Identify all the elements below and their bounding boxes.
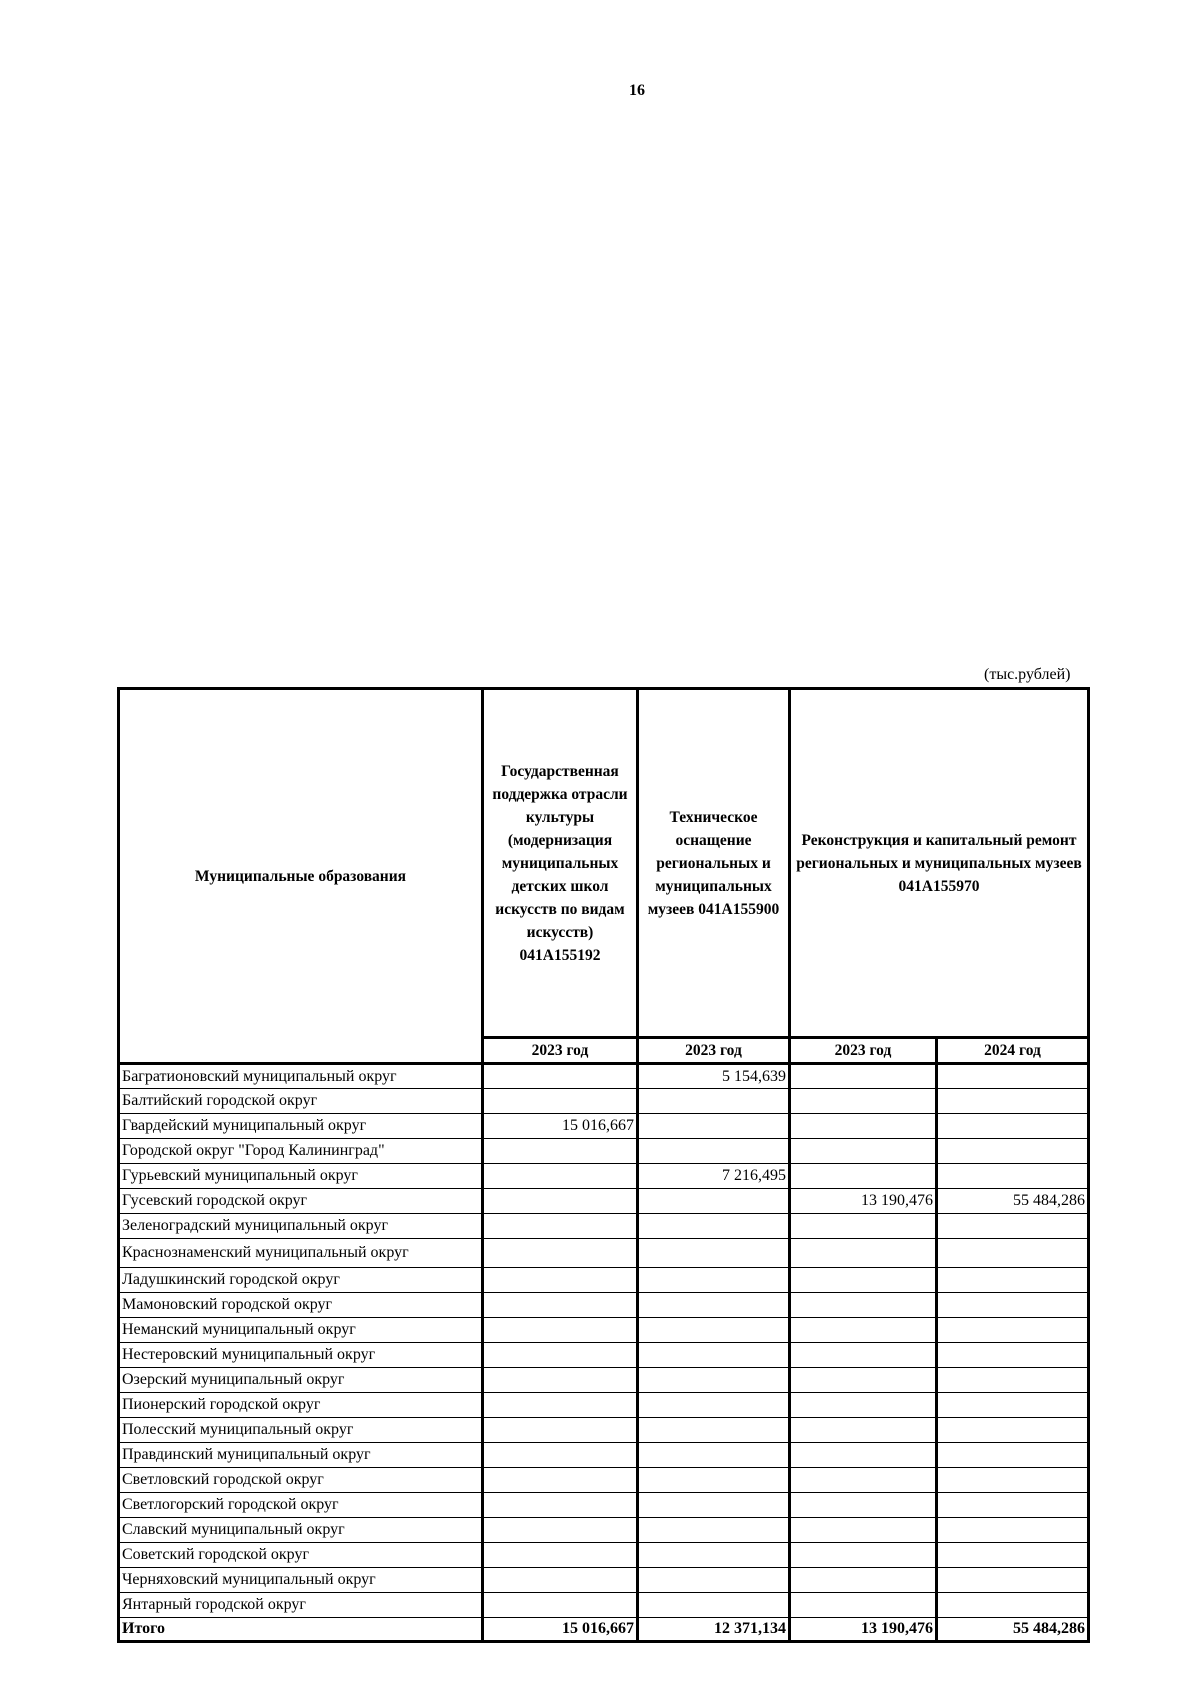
header-museum-equipment: Техническое оснащение региональных и муниципальных музеев 041А155900 (638, 689, 790, 1038)
table-row (119, 1239, 1089, 1268)
year-col4: 2024 год (937, 1038, 1089, 1064)
row-municipality-name: Нестеровский муниципальный округ (119, 1343, 483, 1368)
row-municipality-name: Светловский городской округ (119, 1468, 483, 1493)
table-row (119, 1368, 1089, 1393)
row-municipality-name: Полесский муниципальный округ (119, 1418, 483, 1443)
row-value-4 (937, 1368, 1089, 1393)
row-value-3 (790, 1568, 937, 1593)
row-value-1 (483, 1568, 638, 1593)
row-value-1 (483, 1189, 638, 1214)
table-row (119, 1189, 1089, 1214)
row-municipality-name: Городской округ "Город Калининград" (119, 1139, 483, 1164)
row-value-1 (483, 1468, 638, 1493)
row-value-1 (483, 1089, 638, 1114)
row-value-4 (937, 1568, 1089, 1593)
table-row (119, 1089, 1089, 1114)
row-value-2: 5 154,639 (638, 1064, 790, 1089)
row-value-4 (937, 1293, 1089, 1318)
table-row (119, 1293, 1089, 1318)
row-value-2 (638, 1189, 790, 1214)
row-value-2 (638, 1368, 790, 1393)
table-row (119, 1164, 1089, 1189)
row-value-1 (483, 1139, 638, 1164)
total-row (119, 1618, 1089, 1642)
row-value-2 (638, 1493, 790, 1518)
row-value-3 (790, 1368, 937, 1393)
table-row (119, 1343, 1089, 1368)
row-value-1 (483, 1418, 638, 1443)
row-municipality-name: Гусевский городской округ (119, 1189, 483, 1214)
table-row (119, 1493, 1089, 1518)
row-value-3 (790, 1493, 937, 1518)
row-municipality-name: Озерский муниципальный округ (119, 1368, 483, 1393)
total-value-1: 15 016,667 (483, 1618, 638, 1642)
row-value-3 (790, 1393, 937, 1418)
table-row (119, 1214, 1089, 1239)
row-value-1 (483, 1293, 638, 1318)
row-municipality-name: Балтийский городской округ (119, 1089, 483, 1114)
table-row (119, 1443, 1089, 1468)
row-value-2 (638, 1518, 790, 1543)
row-value-2 (638, 1418, 790, 1443)
row-municipality-name: Багратионовский муниципальный округ (119, 1064, 483, 1089)
units-label: (тыс.рублей) (984, 666, 1071, 683)
row-value-4 (937, 1468, 1089, 1493)
row-value-4 (937, 1493, 1089, 1518)
row-value-1 (483, 1214, 638, 1239)
row-municipality-name: Зеленоградский муниципальный округ (119, 1214, 483, 1239)
row-value-1 (483, 1543, 638, 1568)
row-value-1 (483, 1493, 638, 1518)
row-value-2 (638, 1089, 790, 1114)
row-value-1 (483, 1318, 638, 1343)
row-value-4 (937, 1418, 1089, 1443)
budget-table (117, 687, 1090, 1643)
row-municipality-name: Гвардейский муниципальный округ (119, 1114, 483, 1139)
row-municipality-name: Янтарный городской округ (119, 1593, 483, 1618)
table-row (119, 1393, 1089, 1418)
row-value-3 (790, 1268, 937, 1293)
row-value-3: 13 190,476 (790, 1189, 937, 1214)
row-value-2 (638, 1318, 790, 1343)
table-row (119, 1468, 1089, 1493)
table-row (119, 1543, 1089, 1568)
row-value-3 (790, 1139, 937, 1164)
row-value-2 (638, 1268, 790, 1293)
row-value-3 (790, 1318, 937, 1343)
row-value-4 (937, 1318, 1089, 1343)
row-value-1 (483, 1518, 638, 1543)
table-row (119, 1418, 1089, 1443)
row-value-1 (483, 1064, 638, 1089)
row-value-2: 7 216,495 (638, 1164, 790, 1189)
row-value-3 (790, 1593, 937, 1618)
row-municipality-name: Пионерский городской округ (119, 1393, 483, 1418)
row-municipality-name: Ладушкинский городской округ (119, 1268, 483, 1293)
row-value-3 (790, 1214, 937, 1239)
row-value-4 (937, 1064, 1089, 1089)
table-row (119, 1139, 1089, 1164)
row-value-2 (638, 1593, 790, 1618)
row-municipality-name: Гурьевский муниципальный округ (119, 1164, 483, 1189)
table-row (119, 1114, 1089, 1139)
table-body (119, 1064, 1089, 1642)
row-value-1 (483, 1343, 638, 1368)
row-value-1 (483, 1443, 638, 1468)
row-value-3 (790, 1064, 937, 1089)
row-value-2 (638, 1343, 790, 1368)
row-value-1 (483, 1593, 638, 1618)
year-col1: 2023 год (483, 1038, 638, 1064)
row-municipality-name: Неманский муниципальный округ (119, 1318, 483, 1343)
row-value-4 (937, 1164, 1089, 1189)
table-row (119, 1064, 1089, 1089)
row-value-2 (638, 1393, 790, 1418)
header-culture-support: Государственная поддержка отрасли культуры (модернизация муниципальных детских школ искусств по видам искусств) 041А155192 (483, 689, 638, 1038)
total-value-2: 12 371,134 (638, 1618, 790, 1642)
row-value-2 (638, 1239, 790, 1268)
table-row (119, 1568, 1089, 1593)
row-value-2 (638, 1443, 790, 1468)
row-value-2 (638, 1568, 790, 1593)
row-value-4 (937, 1543, 1089, 1568)
row-municipality-name: Правдинский муниципальный округ (119, 1443, 483, 1468)
row-municipality-name: Мамоновский городской округ (119, 1293, 483, 1318)
row-value-3 (790, 1114, 937, 1139)
total-value-4: 55 484,286 (937, 1618, 1089, 1642)
table-row (119, 1518, 1089, 1543)
row-value-3 (790, 1468, 937, 1493)
row-value-4 (937, 1443, 1089, 1468)
row-value-2 (638, 1293, 790, 1318)
total-value-3: 13 190,476 (790, 1618, 937, 1642)
row-value-4 (937, 1214, 1089, 1239)
row-value-3 (790, 1418, 937, 1443)
row-value-3 (790, 1164, 937, 1189)
table-row (119, 1268, 1089, 1293)
row-value-2 (638, 1114, 790, 1139)
header-municipalities: Муниципальные образования (119, 689, 483, 1064)
row-value-1: 15 016,667 (483, 1114, 638, 1139)
year-col2: 2023 год (638, 1038, 790, 1064)
row-value-1 (483, 1368, 638, 1393)
row-value-3 (790, 1239, 937, 1268)
row-value-4 (937, 1114, 1089, 1139)
row-value-2 (638, 1214, 790, 1239)
row-municipality-name: Советский городской округ (119, 1543, 483, 1568)
row-value-2 (638, 1543, 790, 1568)
row-value-1 (483, 1164, 638, 1189)
total-label: Итого (119, 1618, 483, 1642)
table-row (119, 1318, 1089, 1343)
row-value-3 (790, 1293, 937, 1318)
row-municipality-name: Черняховский муниципальный округ (119, 1568, 483, 1593)
row-value-1 (483, 1239, 638, 1268)
row-municipality-name: Светлогорский городской округ (119, 1493, 483, 1518)
row-value-3 (790, 1343, 937, 1368)
row-value-4: 55 484,286 (937, 1189, 1089, 1214)
row-value-4 (937, 1089, 1089, 1114)
year-col3: 2023 год (790, 1038, 937, 1064)
row-value-4 (937, 1239, 1089, 1268)
row-value-1 (483, 1393, 638, 1418)
row-municipality-name: Краснознаменский муниципальный округ (119, 1239, 483, 1268)
row-value-3 (790, 1518, 937, 1543)
row-value-4 (937, 1139, 1089, 1164)
row-value-4 (937, 1393, 1089, 1418)
page-number: 16 (629, 82, 645, 99)
row-value-4 (937, 1343, 1089, 1368)
row-value-4 (937, 1518, 1089, 1543)
row-municipality-name: Славский муниципальный округ (119, 1518, 483, 1543)
row-value-2 (638, 1139, 790, 1164)
row-value-2 (638, 1468, 790, 1493)
row-value-3 (790, 1543, 937, 1568)
row-value-3 (790, 1443, 937, 1468)
row-value-4 (937, 1593, 1089, 1618)
row-value-4 (937, 1268, 1089, 1293)
header-museum-reconstruction: Реконструкция и капитальный ремонт региональных и муниципальных музеев 041А155970 (790, 689, 1089, 1038)
row-value-3 (790, 1089, 937, 1114)
row-value-1 (483, 1268, 638, 1293)
table-row (119, 1593, 1089, 1618)
